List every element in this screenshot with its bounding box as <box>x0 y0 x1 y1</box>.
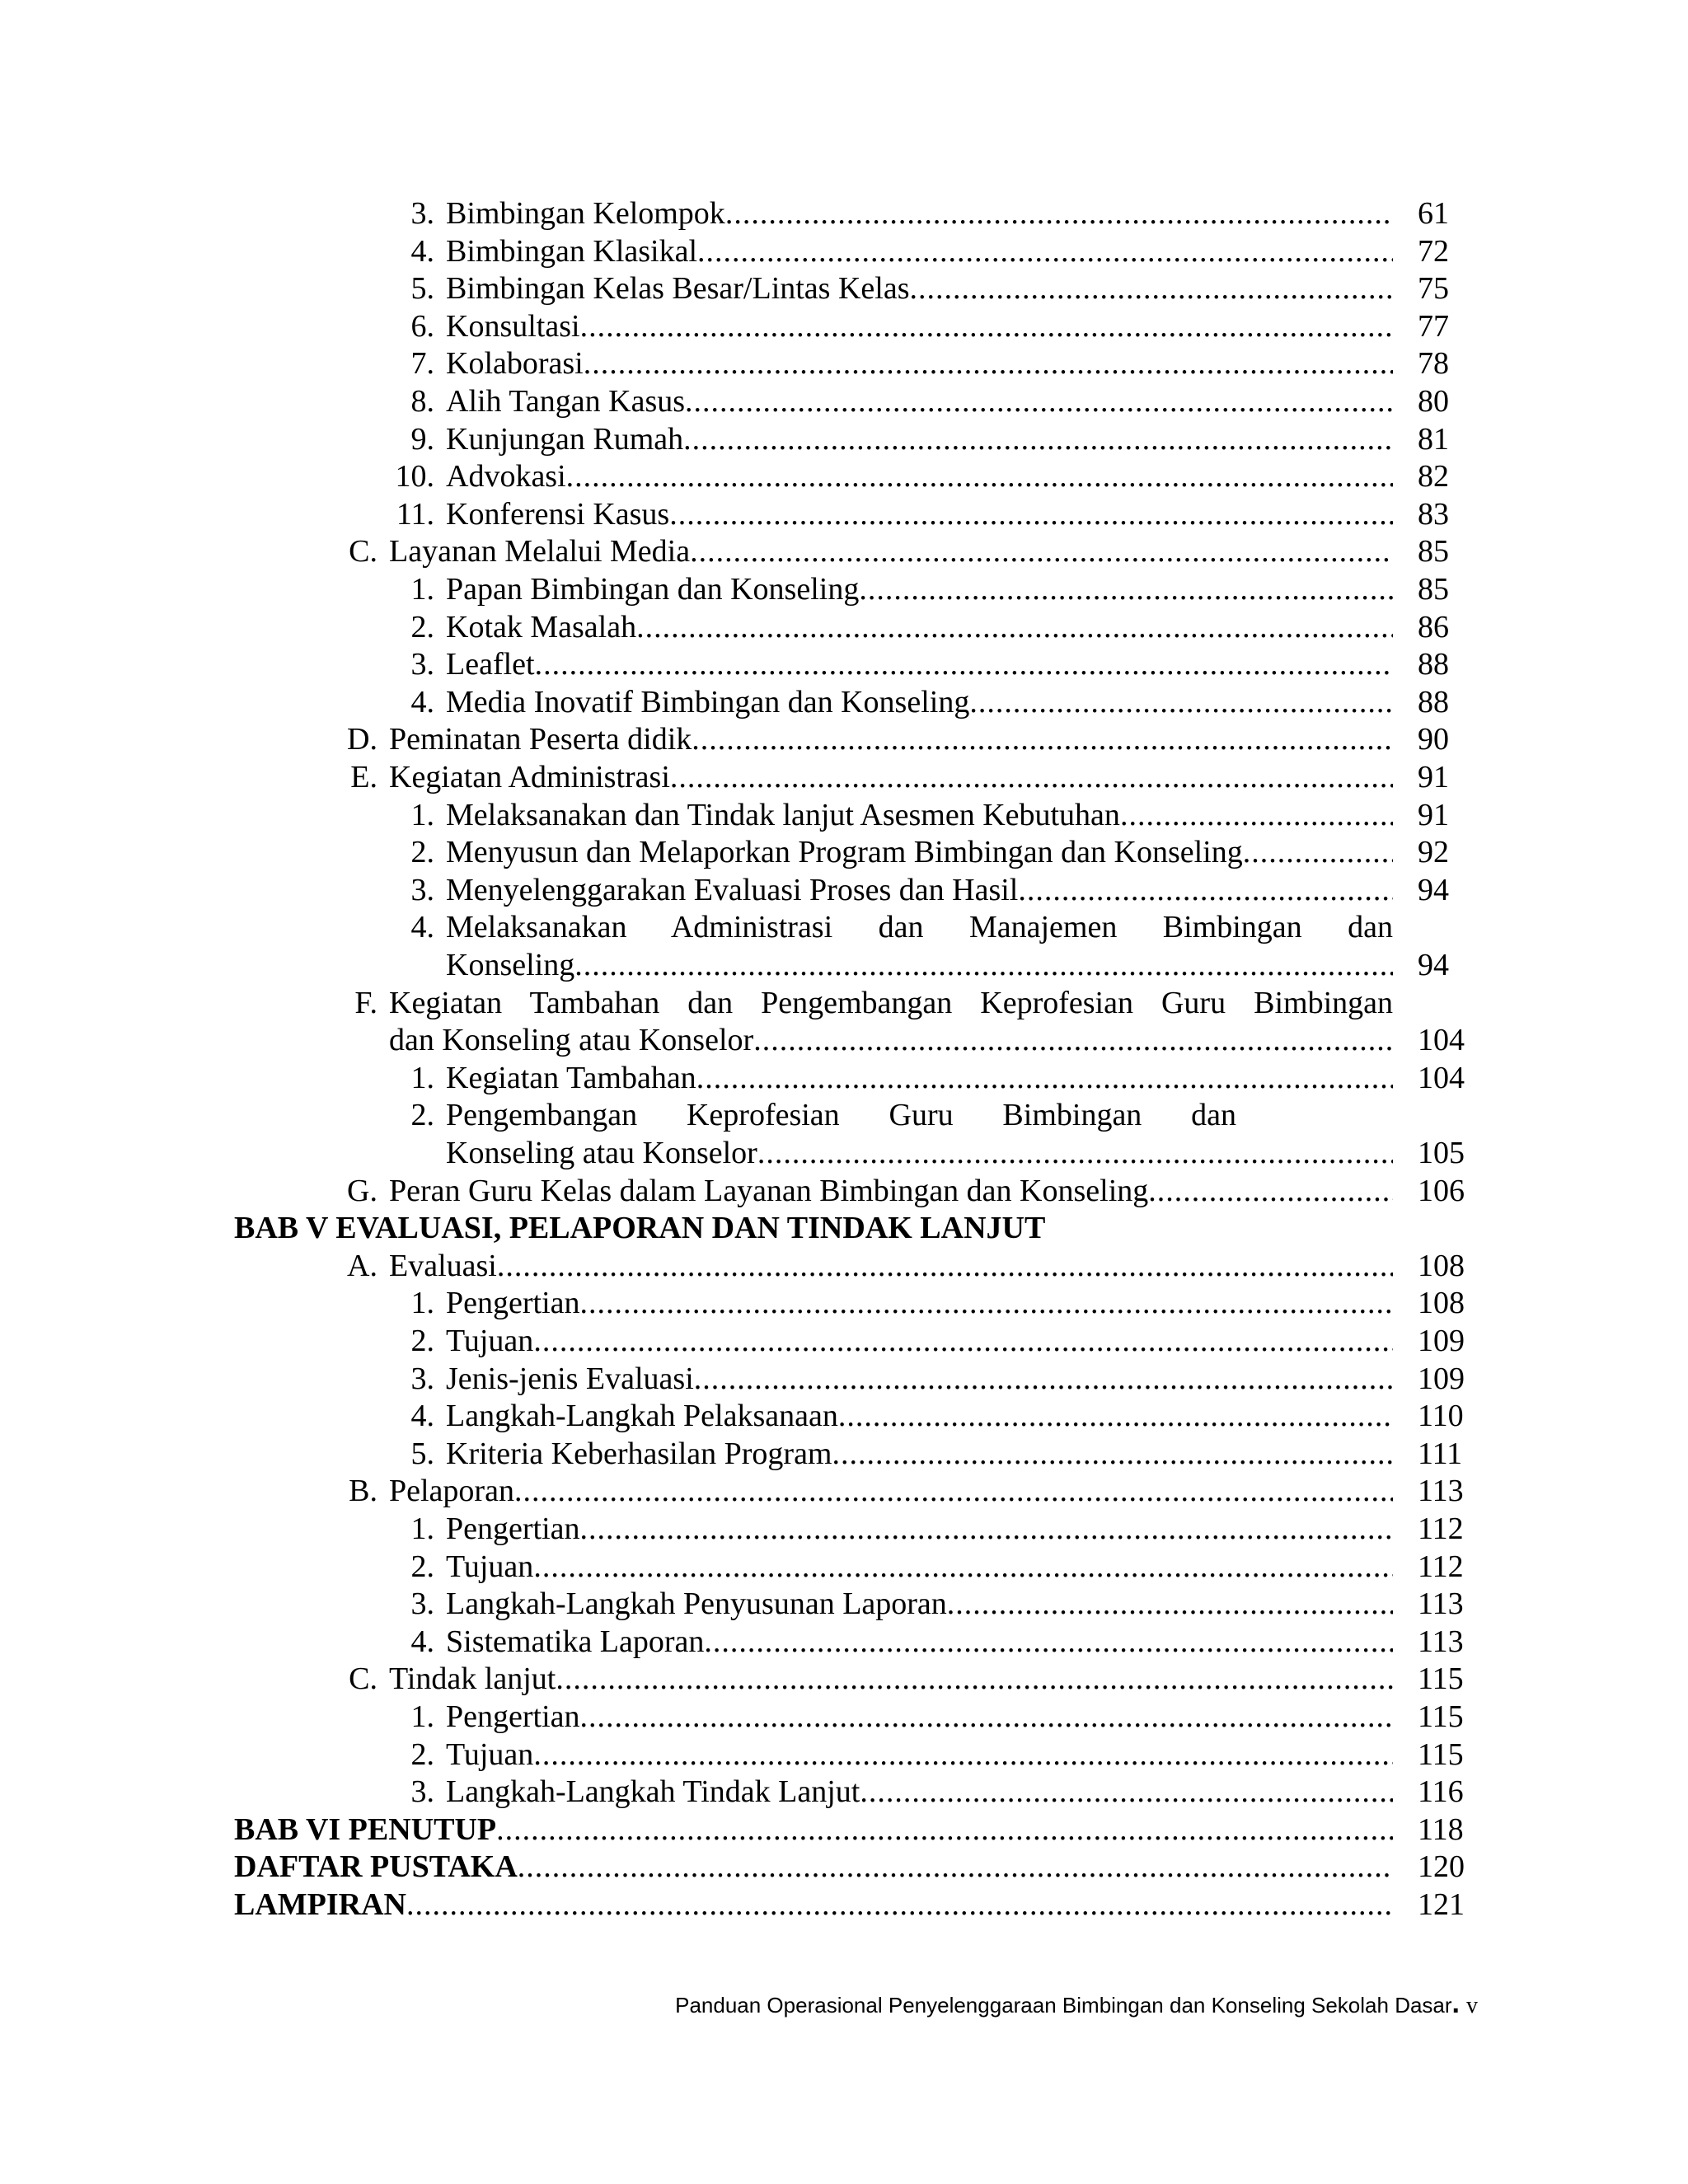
toc-leader-dots <box>696 1059 1393 1097</box>
toc-leader-dots <box>566 457 1393 495</box>
toc-entry-number: 6. <box>410 308 434 344</box>
toc-entry-label: Tujuan <box>446 1736 534 1772</box>
toc-entry-label: Layanan Melalui Media <box>389 534 691 569</box>
toc-entry-page: 90 <box>1418 722 1449 757</box>
toc-entry <box>234 1886 1492 1924</box>
toc-leader-dots <box>753 1021 1393 1059</box>
toc-entry-label: BAB VI PENUTUP <box>234 1811 497 1847</box>
toc-leader-dots <box>725 194 1393 232</box>
toc-entry-label: Konseling <box>446 948 575 982</box>
toc-entry <box>346 758 1492 796</box>
toc-entry-label: Pelaporan <box>389 1474 514 1509</box>
toc-entry-label: Alih Tangan Kasus <box>446 384 686 419</box>
toc-entry <box>234 1209 1393 1247</box>
toc-leader-dots <box>969 683 1393 721</box>
toc-entry-label: Menyusun dan Melaporkan Program Bimbingan dan Konseling <box>446 835 1243 870</box>
toc-entry <box>386 833 1492 871</box>
toc-entry-label: DAFTAR PUSTAKA <box>234 1849 518 1885</box>
toc-leader-dots <box>683 420 1393 458</box>
toc-entry <box>386 908 1393 946</box>
toc-entry <box>386 1548 1492 1586</box>
toc-leader-dots <box>584 344 1393 382</box>
toc-entry <box>386 382 1492 420</box>
toc-entry-label: Papan Bimbingan dan Konseling <box>446 572 860 607</box>
toc-entry-label: Tujuan <box>446 1549 534 1584</box>
toc-leader-dots <box>514 1472 1393 1510</box>
toc-entry-number: D. <box>347 722 377 757</box>
toc-entry-page: 91 <box>1418 797 1449 832</box>
toc-entry-number: C. <box>349 1661 377 1697</box>
toc-entry-number: 3. <box>410 647 434 682</box>
toc-entry <box>386 1623 1492 1661</box>
toc-entry-page: 86 <box>1418 609 1449 644</box>
toc-entry-label: LAMPIRAN <box>234 1887 406 1922</box>
toc-entry-label: Kotak Masalah <box>446 609 637 644</box>
toc-entry-page: 88 <box>1418 647 1449 682</box>
toc-entry-number: 2. <box>410 1324 434 1358</box>
toc-entry-page: 81 <box>1418 421 1449 457</box>
toc-entry <box>386 1510 1492 1548</box>
toc-leader-dots <box>1120 796 1393 834</box>
toc-entry-page: 88 <box>1418 684 1449 719</box>
toc-entry-page: 111 <box>1418 1436 1463 1471</box>
toc-leader-dots <box>910 269 1394 307</box>
toc-entry <box>446 946 1492 984</box>
toc-entry-label: Menyelenggarakan Evaluasi Proses dan Hasil <box>446 872 1019 907</box>
toc-leader-dots <box>533 1736 1393 1774</box>
toc-entry-page: 92 <box>1418 835 1449 870</box>
toc-entry <box>234 1848 1492 1886</box>
toc-entry-page: 80 <box>1418 384 1449 419</box>
toc-entry-label: Tujuan <box>446 1324 534 1358</box>
toc-entry-label: Advokasi <box>446 459 566 494</box>
toc-entry-page: 109 <box>1418 1324 1465 1358</box>
toc-entry-page: 113 <box>1418 1624 1464 1659</box>
toc-entry-page: 112 <box>1418 1549 1464 1584</box>
toc-leader-dots <box>580 307 1393 345</box>
toc-entry-number: 9. <box>410 421 434 457</box>
toc-entry-page: 120 <box>1418 1849 1465 1885</box>
toc-entry-number: 1. <box>410 572 434 607</box>
toc-entry-label: Bimbingan Kelompok <box>446 196 725 231</box>
toc-entry-label: Melaksanakan dan Tindak lanjut Asesmen Kebutuhan <box>446 797 1120 832</box>
toc-entry-number: 1. <box>410 1511 434 1546</box>
toc-entry <box>386 1435 1492 1473</box>
toc-entry-number: 2. <box>410 1098 434 1133</box>
toc-entry-number: 2. <box>410 1736 434 1772</box>
toc-entry-page: 112 <box>1418 1511 1464 1546</box>
toc-entry-number: 3. <box>410 196 434 231</box>
toc-leader-dots <box>406 1886 1393 1924</box>
toc-entry-label: Bimbingan Klasikal <box>446 233 698 269</box>
toc-entry <box>386 608 1492 646</box>
toc-entry-number: 5. <box>410 271 434 307</box>
toc-entry-label: Media Inovatif Bimbingan dan Konseling <box>446 684 970 719</box>
toc-leader-dots <box>670 758 1393 796</box>
toc-entry-number: C. <box>349 534 377 569</box>
toc-entry-label: Langkah-Langkah Pelaksanaan <box>446 1399 838 1434</box>
toc-entry-number: 2. <box>410 835 434 870</box>
footer-dot: . <box>1451 1988 1460 2019</box>
toc-entry-page: 94 <box>1418 948 1449 982</box>
toc-leader-dots <box>535 645 1393 683</box>
toc-entry-number: A. <box>347 1248 377 1283</box>
toc-leader-dots <box>580 1510 1393 1548</box>
toc-entry-label: Kegiatan Administrasi <box>389 760 670 794</box>
toc-entry-label: Kegiatan Tambahan <box>446 1060 696 1095</box>
toc-entry-number: 1. <box>410 797 434 832</box>
toc-entry <box>346 1172 1492 1210</box>
toc-entry-number: 1. <box>410 1060 434 1095</box>
toc-entry-page: 85 <box>1418 534 1449 569</box>
toc-entry-label: Kunjungan Rumah <box>446 421 684 457</box>
toc-leader-dots <box>669 495 1393 533</box>
toc-leader-dots <box>496 1811 1393 1849</box>
toc-entry-page: 110 <box>1418 1399 1464 1434</box>
toc-entry <box>234 1811 1492 1849</box>
toc-entry-page: 75 <box>1418 271 1449 307</box>
toc-entry-number: F. <box>354 985 377 1020</box>
toc-entry <box>386 194 1492 232</box>
toc-entry <box>386 1360 1492 1398</box>
toc-entry-label: Tindak lanjut <box>389 1661 556 1697</box>
toc-leader-dots <box>859 570 1393 608</box>
toc-entry-page: 104 <box>1418 1060 1465 1095</box>
toc-leader-dots <box>518 1848 1393 1886</box>
toc-entry-number: 4. <box>410 233 434 269</box>
toc-entry-page: 61 <box>1418 196 1449 231</box>
toc-entry <box>386 232 1492 270</box>
toc-leader-dots <box>1148 1172 1393 1210</box>
toc-entry-label: Pengertian <box>446 1511 580 1546</box>
toc-leader-dots <box>533 1548 1393 1586</box>
toc-entry <box>386 269 1492 307</box>
toc-entry-page: 115 <box>1418 1699 1464 1734</box>
toc-entry-page: 105 <box>1418 1136 1465 1170</box>
toc-entry-page: 85 <box>1418 572 1449 607</box>
toc-entry-label: Bimbingan Kelas Besar/Lintas Kelas <box>446 271 910 307</box>
toc-leader-dots <box>757 1134 1393 1172</box>
toc-entry-page: 106 <box>1418 1173 1465 1208</box>
toc-entry <box>346 1472 1492 1510</box>
toc-entry-page: 77 <box>1418 308 1449 344</box>
toc-entry-page: 94 <box>1418 872 1449 907</box>
toc-leader-dots <box>497 1247 1393 1285</box>
toc-entry <box>386 1773 1492 1811</box>
toc-entry-number: 3. <box>410 1586 434 1622</box>
toc-entry-page: 116 <box>1418 1774 1464 1810</box>
page-footer <box>0 1988 1478 2020</box>
toc-leader-dots <box>580 1698 1393 1736</box>
toc-entry <box>386 1059 1492 1097</box>
toc-entry <box>386 871 1492 909</box>
toc-entry-page: 104 <box>1418 1023 1465 1058</box>
toc-entry-label: Langkah-Langkah Tindak Lanjut <box>446 1774 860 1810</box>
toc-leader-dots <box>697 232 1393 270</box>
toc-leader-dots <box>580 1284 1393 1322</box>
toc-leader-dots <box>1018 871 1393 909</box>
toc-entry-label: Konferensi Kasus <box>446 496 670 532</box>
toc-entry-number: 4. <box>410 684 434 719</box>
toc-leader-dots <box>574 946 1393 984</box>
toc-entry <box>386 1284 1492 1322</box>
toc-leader-dots <box>533 1322 1393 1360</box>
toc-entry-label: Leaflet <box>446 647 535 682</box>
toc-entry-label: Peran Guru Kelas dalam Layanan Bimbingan dan Konseling <box>389 1173 1149 1208</box>
toc-leader-dots <box>1243 833 1393 871</box>
toc-entry-page: 108 <box>1418 1286 1465 1321</box>
toc-entry <box>386 1698 1492 1736</box>
toc-entry-page: 113 <box>1418 1474 1464 1509</box>
toc-entry <box>386 1585 1492 1623</box>
toc-entry-number: E. <box>350 760 377 794</box>
toc-entry-number: 4. <box>410 1624 434 1659</box>
toc-leader-dots <box>685 382 1393 420</box>
toc-entry-number: 1. <box>410 1699 434 1734</box>
footer-title: Panduan Operasional Penyelenggaraan Bimbingan dan Konseling Sekolah Dasar <box>675 1993 1452 2018</box>
toc-entry-number: 3. <box>410 1774 434 1810</box>
toc-entry <box>346 984 1393 1022</box>
toc-entry-label: Jenis-jenis Evaluasi <box>446 1361 694 1396</box>
toc-entry-label: Kolaborasi <box>446 346 584 382</box>
toc-entry <box>386 645 1492 683</box>
toc-entry-page: 72 <box>1418 233 1449 269</box>
toc-entry-number: 3. <box>410 872 434 907</box>
toc-entry-page: 115 <box>1418 1736 1464 1772</box>
toc-entry-number: 11. <box>396 496 434 532</box>
toc-entry <box>346 1247 1492 1285</box>
toc-entry-label: dan Konseling atau Konselor <box>389 1023 754 1058</box>
toc-leader-dots <box>860 1773 1393 1811</box>
toc-entry <box>386 1322 1492 1360</box>
toc-leader-dots <box>832 1435 1394 1473</box>
toc-entry <box>386 796 1492 834</box>
toc-entry <box>386 495 1492 533</box>
toc-entry-page: 109 <box>1418 1361 1465 1396</box>
toc-entry-number: 8. <box>410 384 434 419</box>
toc-entry-label: Kriteria Keberhasilan Program <box>446 1436 832 1471</box>
toc-entry-label: Peminatan Peserta didik <box>389 722 692 757</box>
toc-entry-label: Konseling atau Konselor <box>446 1136 757 1170</box>
toc-entry-number: 3. <box>410 1361 434 1396</box>
toc-entry-label: Sistematika Laporan <box>446 1624 705 1659</box>
toc-entry-page: 78 <box>1418 346 1449 382</box>
toc-entry <box>346 720 1492 758</box>
toc-entry-page: 118 <box>1418 1811 1464 1847</box>
toc-entry-label: BAB V EVALUASI, PELAPORAN DAN TINDAK LANJUT <box>234 1211 1046 1246</box>
toc-entry-label: Kegiatan Tambahan dan Pengembangan Keprofesian Guru Bimbingan <box>389 985 1393 1020</box>
toc-entry <box>389 1021 1492 1059</box>
toc-entry <box>386 570 1492 608</box>
toc-entry <box>386 307 1492 345</box>
toc-entry-number: B. <box>349 1474 377 1509</box>
toc-leader-dots <box>556 1660 1393 1698</box>
toc-entry <box>346 1660 1492 1698</box>
toc-entry-number: G. <box>347 1173 377 1208</box>
toc-leader-dots <box>704 1623 1393 1661</box>
toc-entry-page: 108 <box>1418 1248 1465 1283</box>
toc-entry-page: 121 <box>1418 1887 1465 1922</box>
toc-leader-dots <box>838 1397 1393 1435</box>
toc-entry-label: Pengembangan Keprofesian Guru Bimbingan dan <box>446 1098 1236 1133</box>
footer-page-number: v <box>1466 1993 1478 2018</box>
toc-entry-number: 4. <box>410 910 434 945</box>
toc-entry-page: 82 <box>1418 459 1449 494</box>
toc-entry-number: 1. <box>410 1286 434 1321</box>
toc-entry-number: 2. <box>410 609 434 644</box>
toc-entry <box>386 1096 1393 1134</box>
toc-entry-page: 83 <box>1418 496 1449 532</box>
toc-entry <box>346 532 1492 570</box>
toc-entry-label: Melaksanakan Administrasi dan Manajemen Bimbingan dan <box>446 910 1393 945</box>
toc-leader-dots <box>692 720 1393 758</box>
toc-entry-page: 115 <box>1418 1661 1464 1697</box>
toc-entry-number: 5. <box>410 1436 434 1471</box>
toc-leader-dots <box>636 608 1393 646</box>
toc-entry <box>386 344 1492 382</box>
toc-leader-dots <box>947 1585 1393 1623</box>
toc-entry-page: 91 <box>1418 760 1449 794</box>
toc-entry-number: 7. <box>410 346 434 382</box>
toc-entry-label: Pengertian <box>446 1699 580 1734</box>
toc-leader-dots <box>690 532 1393 570</box>
toc-entry <box>386 420 1492 458</box>
toc-leader-dots <box>694 1360 1393 1398</box>
toc-entry <box>446 1134 1492 1172</box>
toc-entry-number: 4. <box>410 1399 434 1434</box>
toc-entry-page: 113 <box>1418 1586 1464 1622</box>
toc-entry-label: Konsultasi <box>446 308 580 344</box>
toc-entry-label: Pengertian <box>446 1286 580 1321</box>
toc-entry-number: 2. <box>410 1549 434 1584</box>
toc-entry-label: Langkah-Langkah Penyusunan Laporan <box>446 1586 947 1622</box>
toc-entry <box>386 1736 1492 1774</box>
toc-entry-number: 10. <box>395 459 434 494</box>
toc-entry <box>386 683 1492 721</box>
toc-entry-label: Evaluasi <box>389 1248 497 1283</box>
toc-entry <box>386 1397 1492 1435</box>
toc-entry <box>386 457 1492 495</box>
